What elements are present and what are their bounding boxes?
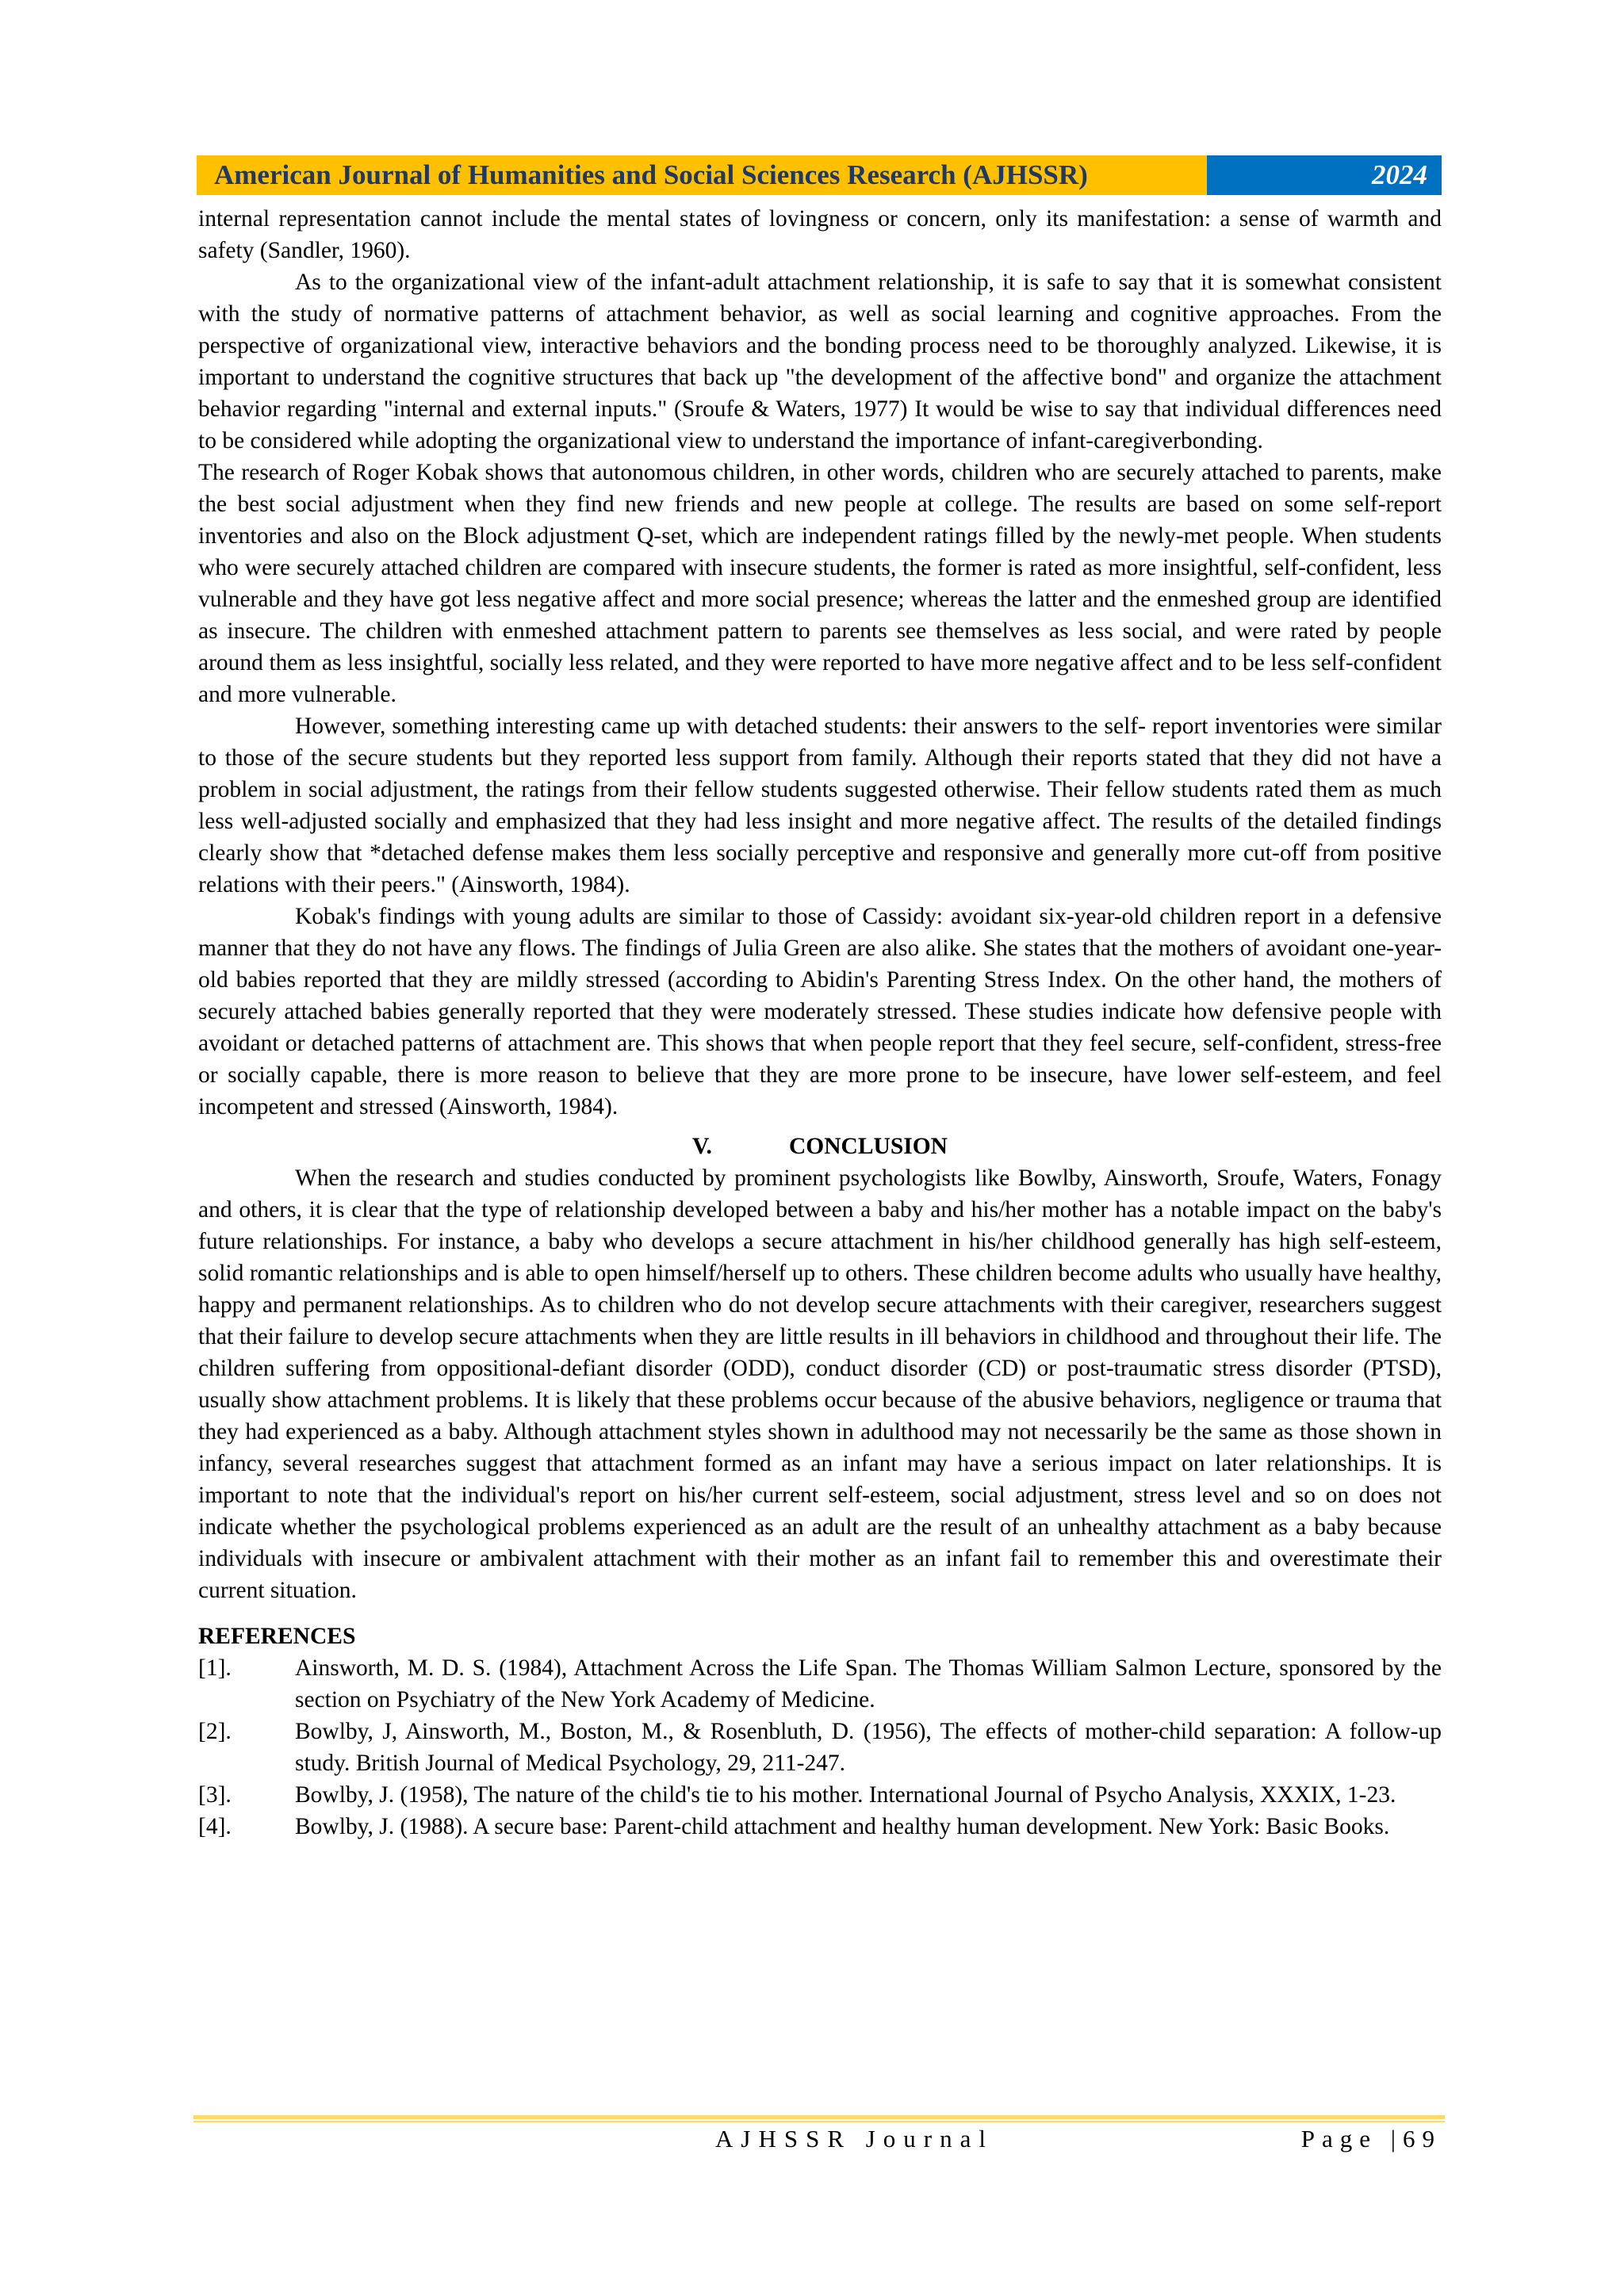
reference-text: Bowlby, J. (1958), The nature of the child's tie to his mother. International Journal of Psycho Analysis, XXXIX, 1-23.	[295, 1782, 1396, 1808]
reference-number: [3].	[198, 1782, 232, 1808]
publication-year: 2024	[1372, 159, 1427, 190]
body-paragraph: However, something interesting came up with detached students: their answers to the self- report inventories were similar to those of the secure students but they reported less support from family. Although their reports stated that they did not have a problem in social adjustment, the ratings from their fellow students suggested otherwise. Their fellow students rated them as much less well-adjusted socially and emphasized that they had less insight and more negative affect. The results of the detailed findings clearly show that *detached defense makes them less socially perceptive and responsive and generally more cut-off from positive relations with their peers." (Ainsworth, 1984).	[198, 714, 1442, 897]
reference-list	[198, 1652, 1442, 1843]
reference-text: Ainsworth, M. D. S. (1984), Attachment Across the Life Span. The Thomas William Salmon Lecture, sponsored by the section on Psychiatry of the New York Academy of Medicine.	[295, 1655, 1442, 1712]
section-number: V.	[692, 1134, 712, 1159]
body-paragraph: As to the organizational view of the infant-adult attachment relationship, it is safe to say that it is somewhat consistent with the study of normative patterns of attachment behavior, as well as social learning and cognitive approaches. From the perspective of organizational view, interactive behaviors and the bonding process need to be thoroughly analyzed. Likewise, it is important to understand the cognitive structures that back up "the development of the affective bond" and organize the attachment behavior regarding "internal and external inputs." (Sroufe & Waters, 1977) It would be wise to say that individual differences need to be considered while adopting the organizational view to understand the importance of infant-caregiverbonding.	[198, 270, 1442, 453]
reference-text: Bowlby, J, Ainsworth, M., Boston, M., & Rosenbluth, D. (1956), The effects of mother-child separation: A follow-up study. British Journal of Medical Psychology, 29, 211-247.	[295, 1719, 1442, 1776]
footer-divider	[193, 2115, 1445, 2119]
body-paragraph: Kobak's findings with young adults are similar to those of Cassidy: avoidant six-year-old children report in a defensive manner that they do not have any flows. The findings of Julia Green are also alike. She states that the mothers of avoidant one-year-old babies reported that they are mildly stressed (according to Abidin's Parenting Stress Index. On the other hand, the mothers of securely attached babies generally reported that they were moderately stressed. These studies indicate how defensive people with avoidant or detached patterns of attachment are. This shows that when people report that they feel secure, self-confident, stress-free or socially capable, there is more reason to believe that they are more prone to be insecure, have lower self-esteem, and feel incompetent and stressed (Ainsworth, 1984).	[198, 904, 1442, 1119]
footer-divider-thin	[193, 2121, 1445, 2122]
article-body	[198, 203, 1442, 1843]
body-paragraph: The research of Roger Kobak shows that autonomous children, in other words, children who are securely attached to parents, make the best social adjustment when they find new friends and new people at college. The results are based on some self-report inventories and also on the Block adjustment Q-set, which are independent ratings filled by the newly-met people. When students who were securely attached children are compared with insecure students, the former is rated as more insightful, self-confident, less vulnerable and they have got less negative affect and more social presence; whereas the latter and the enmeshed group are identified as insecure. The children with enmeshed attachment pattern to parents see themselves as less social, and were rated by people around them as less insightful, socially less related, and they were reported to have more negative affect and to be less self-confident and more vulnerable.	[198, 460, 1442, 707]
reference-number: [2].	[198, 1719, 232, 1744]
reference-item	[198, 1652, 1442, 1716]
page-footer	[198, 2125, 1442, 2160]
footer-journal-name: AJHSSR Journal	[715, 2125, 994, 2152]
reference-number: [4].	[198, 1814, 232, 1839]
page-number: Page |69	[1300, 2125, 1442, 2152]
section-title: CONCLUSION	[789, 1134, 948, 1159]
conclusion-paragraph: When the research and studies conducted by prominent psychologists like Bowlby, Ainsworth, Sroufe, Waters, Fonagy and others, it is clear that the type of relationship developed between a baby and his/her mother has a notable impact on the baby's future relationships. For instance, a baby who develops a secure attachment in his/her childhood generally has high self-esteem, solid romantic relationships and is able to open himself/herself up to others. These children become adults who usually have healthy, happy and permanent relationships. As to children who do not develop secure attachments with their caregiver, researchers suggest that their failure to develop secure attachments when they are little results in ill behaviors in childhood and throughout their life. The children suffering from oppositional-defiant disorder (ODD), conduct disorder (CD) or post-traumatic stress disorder (PTSD), usually show attachment problems. It is likely that these problems occur because of the abusive behaviors, negligence or trauma that they had experienced as a baby. Although attachment styles shown in adulthood may not necessarily be the same as those shown in infancy, several researches suggest that attachment formed as an infant may have a serious impact on later relationships. It is important to note that the individual's report on his/her current self-esteem, social adjustment, stress level and so on does not indicate whether the psychological problems experienced as an adult are the result of an unhealthy attachment as a baby because individuals with insecure or ambivalent attachment with their mother as an infant fail to remember this and overestimate their current situation.	[198, 1165, 1442, 1603]
reference-item	[198, 1779, 1442, 1811]
conclusion-heading	[198, 1131, 1442, 1162]
reference-text: Bowlby, J. (1988). A secure base: Parent-child attachment and healthy human development. New York: Basic Books.	[295, 1814, 1390, 1839]
body-paragraph: internal representation cannot include the mental states of lovingness or concern, only its manifestation: a sense of warmth and safety (Sandler, 1960).	[198, 206, 1442, 263]
references-heading: REFERENCES	[198, 1624, 356, 1649]
header-title-bar	[197, 155, 1207, 195]
reference-item	[198, 1716, 1442, 1779]
journal-title: American Journal of Humanities and Social Sciences Research (AJHSSR)	[214, 159, 1088, 190]
journal-header	[197, 155, 1442, 195]
reference-item	[198, 1811, 1442, 1843]
reference-number: [1].	[198, 1655, 232, 1681]
header-year-bar	[1207, 155, 1442, 195]
